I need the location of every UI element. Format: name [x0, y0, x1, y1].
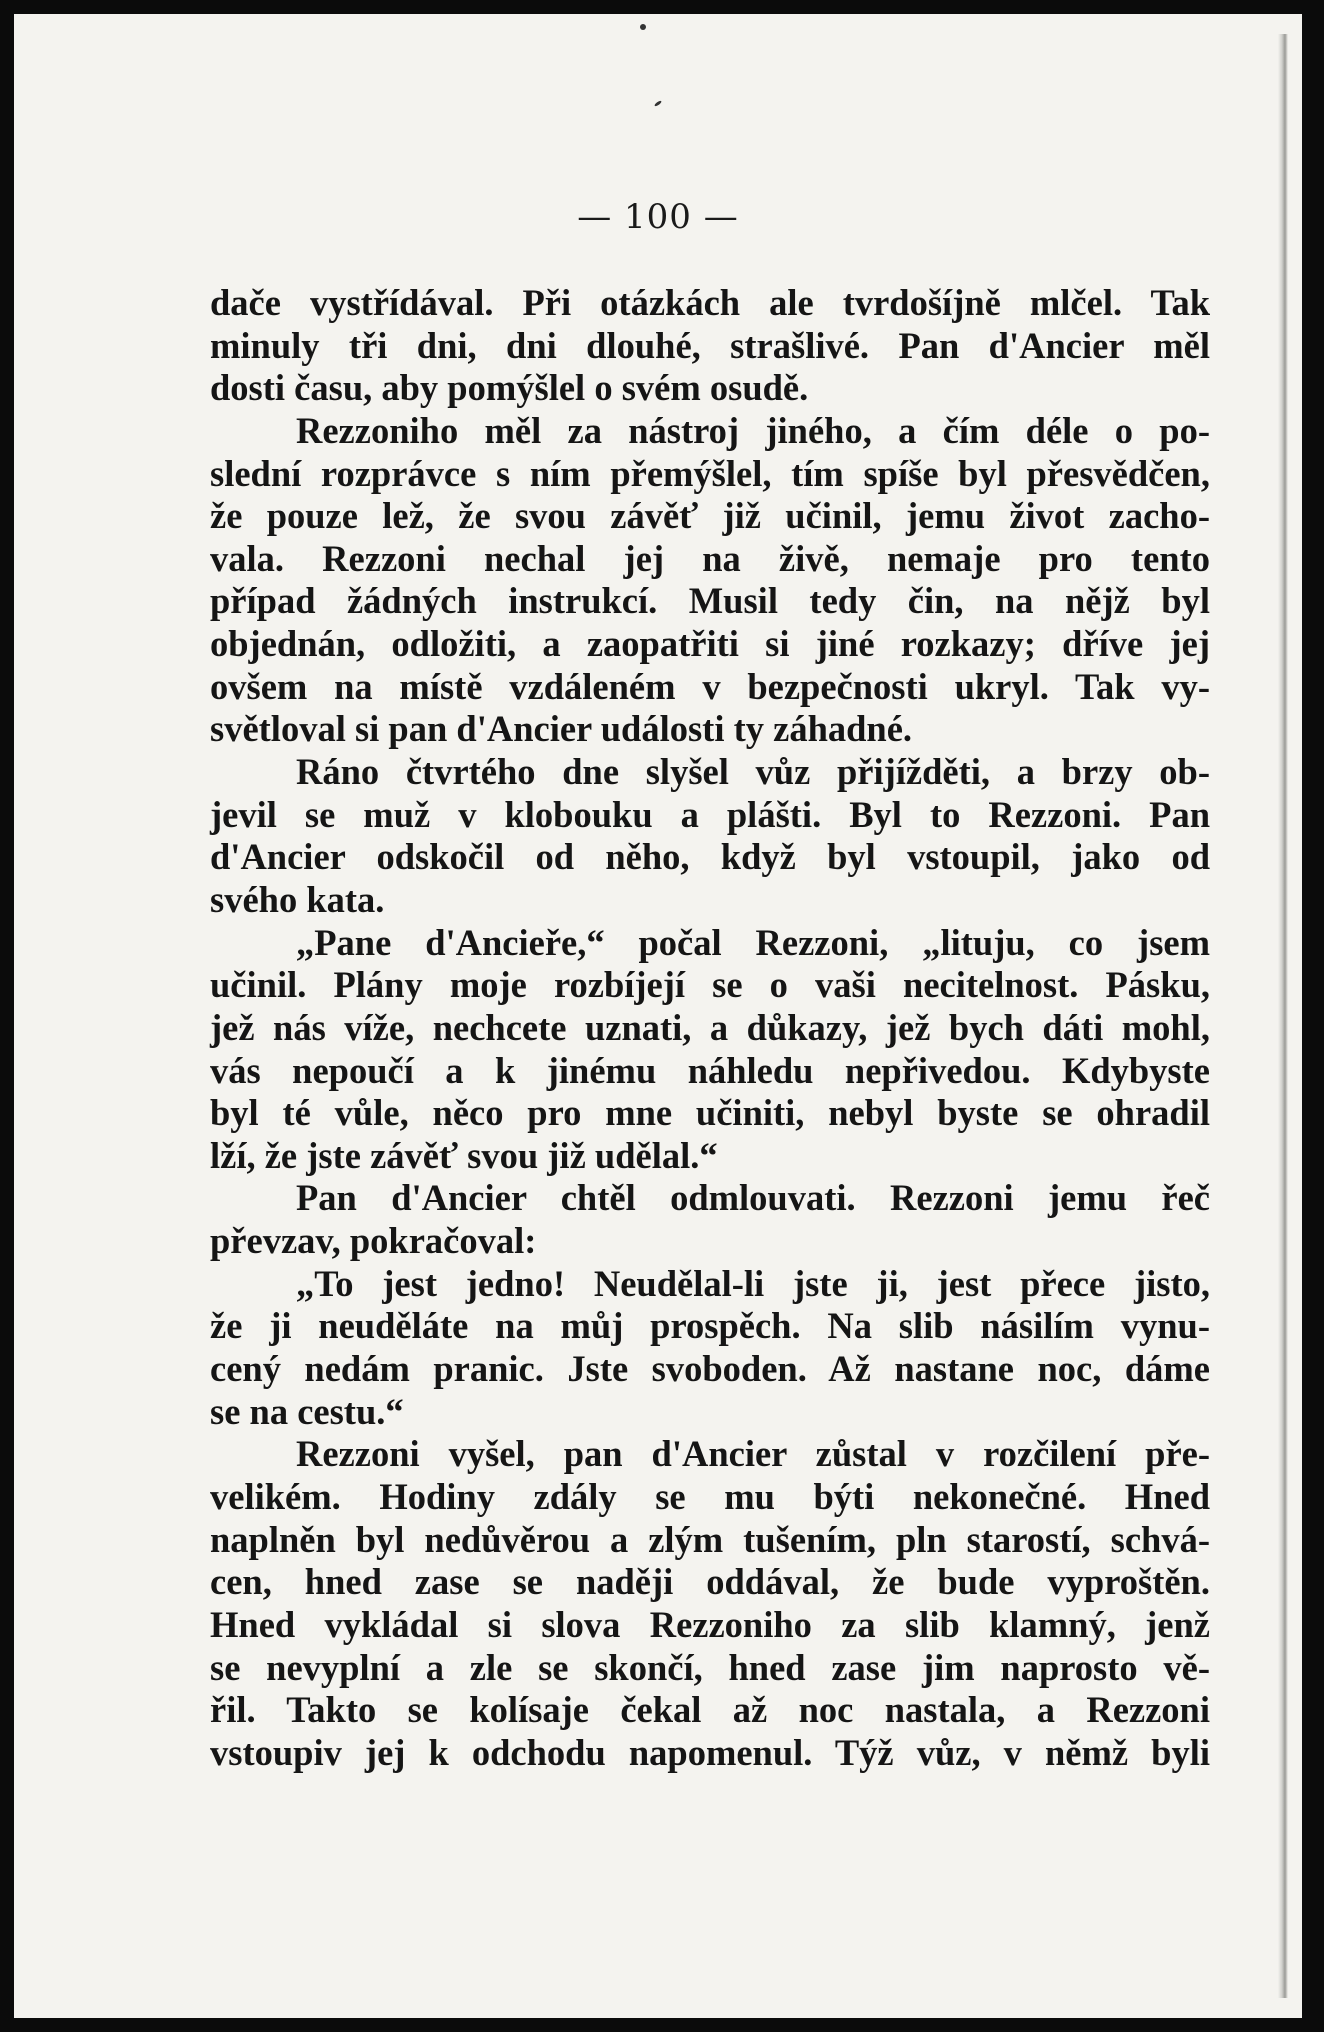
text-line: světloval si pan d'Ancier události ty záhadné. [210, 708, 913, 750]
text-line: se nevyplní a zle se skončí, hned zase jim naprosto vě- [210, 1646, 1210, 1688]
text-line: d'Ancier odskočil od něho, když byl vstoupil, jako od [210, 836, 1210, 878]
page-number: — 100 — [577, 197, 739, 237]
text-line: slední rozprávce s ním přemýšlel, tím spíše byl přesvědčen, [210, 452, 1210, 494]
book-page [14, 14, 1302, 2018]
text-line: se na cestu.“ [210, 1390, 404, 1432]
text-line: učinil. Plány moje rozbíjejí se o vaši necitelnost. Pásku, [210, 964, 1210, 1006]
dust-speck [640, 24, 646, 30]
text-line: vstoupiv jej k odchodu napomenul. Týž vůz, v němž byli [210, 1731, 1210, 1773]
text-line: že pouze lež, že svou závěť již učinil, jemu život zacho- [210, 495, 1210, 537]
text-line: objednán, odložiti, a zaopatřiti si jiné rozkazy; dříve jej [210, 623, 1210, 665]
text-line: cený nedám pranic. Jste svoboden. Až nastane noc, dáme [210, 1348, 1210, 1390]
text-line: minuly tři dni, dni dlouhé, strašlivé. Pan d'Ancier měl [210, 324, 1210, 366]
text-line: jevil se muž v klobouku a plášti. Byl to Rezzoni. Pan [210, 793, 1210, 835]
text-line: vás nepoučí a k jinému náhledu nepřivedou. Kdybyste [210, 1049, 1210, 1091]
text-line: velikém. Hodiny zdály se mu býti nekonečné. Hned [210, 1475, 1210, 1517]
text-line: dače vystřídával. Při otázkách ale tvrdošíjně mlčel. Tak [210, 282, 1210, 323]
page-edge-shadow [1278, 34, 1288, 1998]
text-line: vala. Rezzoni nechal jej na živě, nemaje pro tento [210, 537, 1210, 579]
text-line: že ji neuděláte na můj prospěch. Na slib násilím vynu- [210, 1305, 1210, 1347]
text-line: lží, že jste závěť svou již udělal.“ [210, 1134, 718, 1176]
text-line: dosti času, aby pomýšlel o svém osudě. [210, 367, 809, 409]
text-line: „To jest jedno! Neudělal-li jste ji, jest přece jisto, [296, 1262, 1210, 1304]
text-line: převzav, pokračoval: [210, 1220, 537, 1262]
text-line: jež nás víže, nechcete uznati, a důkazy, jež bych dáti mohl, [210, 1006, 1210, 1048]
text-line: Rezzoni vyšel, pan d'Ancier zůstal v rozčilení pře- [296, 1433, 1210, 1475]
text-line: ovšem na místě vzdáleném v bezpečnosti ukryl. Tak vy- [210, 665, 1210, 707]
text-line: svého kata. [210, 878, 385, 920]
text-line: Ráno čtvrtého dne slyšel vůz přijížděti, a brzy ob- [296, 751, 1210, 793]
text-line: řil. Takto se kolísaje čekal až noc nastala, a Rezzoni [210, 1689, 1210, 1731]
text-line: naplněn byl nedůvěrou a zlým tušením, pln starostí, schvá- [210, 1518, 1210, 1560]
text-line: případ žádných instrukcí. Musil tedy čin, na nějž byl [210, 580, 1210, 622]
text-line: Pan d'Ancier chtěl odmlouvati. Rezzoni jemu řeč [296, 1177, 1210, 1219]
text-line: „Pane d'Ancieře,“ počal Rezzoni, „lituju, co jsem [296, 921, 1210, 963]
text-line: byl té vůle, něco pro mne učiniti, nebyl byste se ohradil [210, 1092, 1210, 1134]
body-text [210, 282, 1210, 1774]
text-line: Hned vykládal si slova Rezzoniho za slib klamný, jenž [210, 1603, 1210, 1645]
text-line: Rezzoniho měl za nástroj jiného, a čím déle o po- [296, 409, 1210, 451]
text-line: cen, hned zase se naději oddával, že bude vyproštěn. [210, 1561, 1210, 1603]
dust-speck [654, 100, 662, 107]
